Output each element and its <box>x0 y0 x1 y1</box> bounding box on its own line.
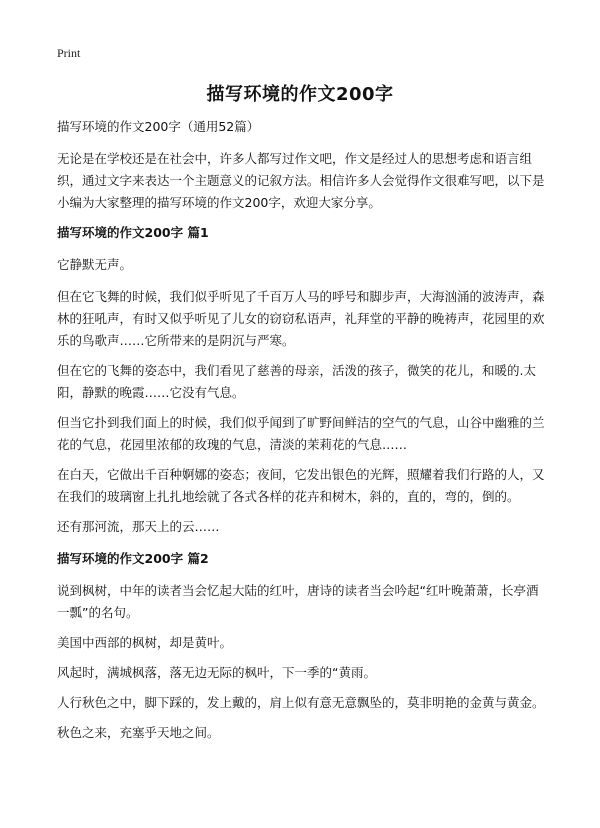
section-1-paragraph: 但当它扑到我们面上的时候，我们似乎闻到了旷野间鲜洁的空气的气息，山谷中幽雅的兰花的气息，花园里浓郁的玫瑰的气息，清淡的茉莉花的气息…… <box>57 415 545 452</box>
section-1-paragraph: 在白天，它做出千百种婀娜的姿态；夜间，它发出银色的光辉，照耀着我们行路的人，又在我们的玻璃窗上扎扎地绘就了各式各样的花卉和树木，斜的，直的，弯的，倒的。 <box>57 467 545 504</box>
intro-paragraph: 无论是在学校还是在社会中，许多人都写过作文吧，作文是经过人的思想考虑和语言组织，通过文字来表达一个主题意义的记叙方法。相信许多人会觉得作文很难写吧，以下是小编为大家整理的描写环境的作文200字，欢迎大家分享。 <box>57 151 545 210</box>
section-2-paragraph: 说到枫树，中年的读者当会忆起大陆的红叶，唐诗的读者当会吟起“红叶晚萧萧，长亭酒一瓢”的名句。 <box>57 583 539 620</box>
section-1-paragraph: 但在它飞舞的时候，我们似乎听见了千百万人马的呼号和脚步声，大海汹涌的波涛声，森林的狂吼声，有时又似乎听见了儿女的窃窃私语声，礼拜堂的平静的晚祷声，花园里的欢乐的鸟歌声……它所带来的是阴沉与严寒。 <box>57 289 545 348</box>
section-2-paragraph: 美国中西部的枫树，却是黄叶。 <box>57 635 233 650</box>
section-heading-2: 描写环境的作文200字 篇2 <box>57 551 209 566</box>
article-body <box>57 116 547 752</box>
section-2-paragraph: 人行秋色之中，脚下踩的，发上戴的，肩上似有意无意飘坠的，莫非明艳的金黄与黄金。 <box>57 695 545 710</box>
section-1-paragraph: 它静默无声。 <box>57 257 133 272</box>
section-heading-1: 描写环境的作文200字 篇1 <box>57 225 209 240</box>
section-1-paragraph: 还有那河流，那天上的云…… <box>57 519 220 534</box>
page-title: 描写环境的作文200字 <box>206 84 394 105</box>
article-subtitle: 描写环境的作文200字（通用52篇） <box>57 119 260 134</box>
section-2-paragraph: 风起时，满城枫落，落无边无际的枫叶，下一季的“黄雨。 <box>57 665 376 680</box>
section-1-paragraph: 但在它的飞舞的姿态中，我们看见了慈善的母亲，活泼的孩子，微笑的花儿，和暖的.太阳，静默的晚霞……它没有气息。 <box>57 363 536 400</box>
section-2-paragraph: 秋色之来，充塞乎天地之间。 <box>57 725 220 740</box>
print-link[interactable]: Print <box>57 46 81 60</box>
